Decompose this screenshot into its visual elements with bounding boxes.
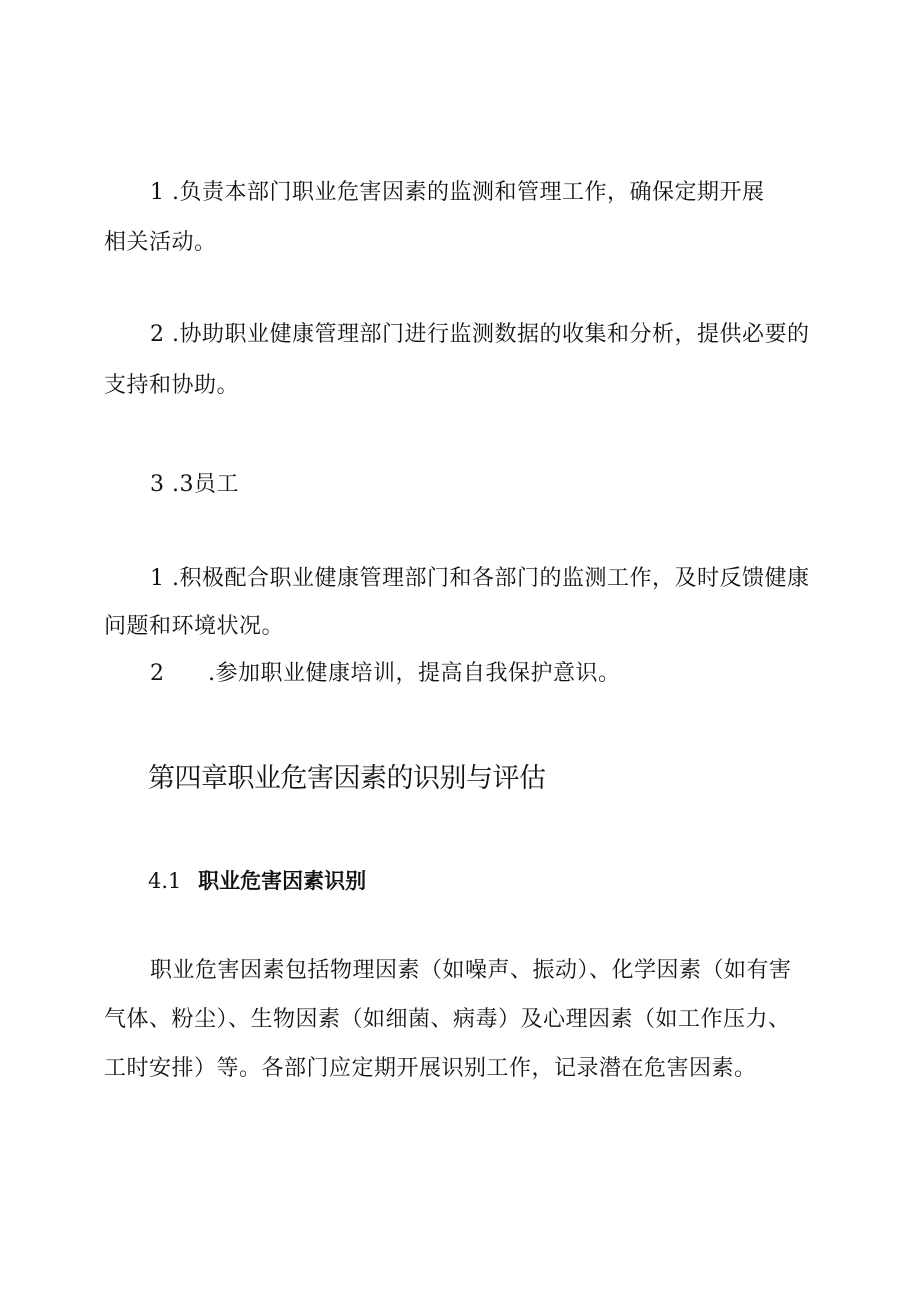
employee-section-title: .3员工 bbox=[172, 472, 239, 497]
section-4-1-para-line1: 职业危害因素包括物理因素（如噪声、振动）、化学因素（如有害 bbox=[150, 958, 792, 983]
dept-duty-2-line2: 支持和协助。 bbox=[104, 373, 240, 398]
dept-duty-2-number: 2 bbox=[150, 322, 165, 347]
employee-section-heading bbox=[150, 470, 239, 500]
section-4-1-title: 职业危害因素识别 bbox=[198, 869, 367, 893]
section-4-1-heading bbox=[148, 866, 366, 896]
employee-section-number: 3 bbox=[150, 472, 165, 497]
dept-duty-2-line1 bbox=[150, 320, 810, 350]
employee-duty-2-line1 bbox=[150, 659, 621, 689]
dept-duty-1-line1 bbox=[150, 178, 765, 208]
employee-duty-1-number: 1 bbox=[150, 566, 165, 591]
employee-duty-1-line2: 问题和环境状况。 bbox=[104, 614, 285, 639]
employee-duty-2-text: .参加职业健康培训，提高自我保护意识。 bbox=[208, 661, 621, 686]
chapter-title: 第四章职业危害因素的识别与评估 bbox=[148, 763, 546, 794]
dept-duty-1-number: 1 bbox=[150, 180, 165, 205]
section-4-1-para-line2: 气体、粉尘）、生物因素（如细菌、病毒）及心理因素（如工作压力、 bbox=[104, 1007, 791, 1032]
section-4-1-para-line3: 工时安排）等。各部门应定期开展识别工作，记录潜在危害因素。 bbox=[104, 1056, 757, 1081]
employee-duty-1-text: .积极配合职业健康管理部门和各部门的监测工作，及时反馈健康 bbox=[172, 566, 810, 591]
dept-duty-1-line2: 相关活动。 bbox=[104, 230, 217, 255]
dept-duty-2-text: .协助职业健康管理部门进行监测数据的收集和分析，提供必要的 bbox=[172, 322, 810, 347]
employee-duty-1-line1 bbox=[150, 564, 810, 594]
dept-duty-1-text: .负责本部门职业危害因素的监测和管理工作，确保定期开展 bbox=[172, 180, 765, 205]
section-4-1-number: 4.1 bbox=[148, 869, 182, 893]
employee-duty-2-number: 2 bbox=[150, 661, 165, 686]
